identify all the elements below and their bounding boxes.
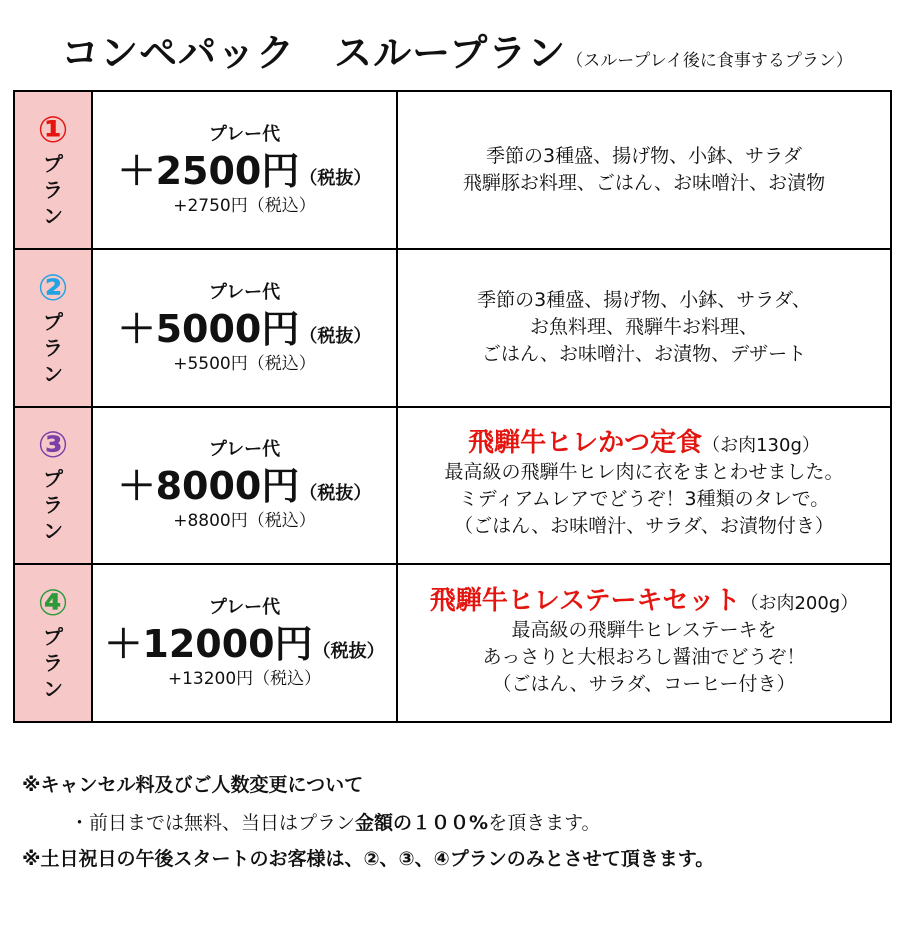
plan-label-cell: [14, 564, 92, 722]
cancel-body-bold: 金額の１００%: [355, 812, 489, 834]
menu-line: 最高級の飛騨牛ヒレステーキを: [511, 619, 777, 642]
menu-line: ごはん、お味噌汁、お漬物、デザート: [481, 343, 807, 366]
plan-label: [15, 466, 91, 544]
plan-label-char: ラ: [43, 177, 63, 202]
price-ex-line: [93, 463, 396, 509]
menu-cell: [397, 407, 891, 565]
price-ex-line: [93, 621, 396, 667]
menu-weight: （お肉200g）: [740, 593, 859, 615]
plan-label-cell: [14, 91, 92, 249]
menu-cell: [397, 564, 891, 722]
plan-label-char: ラ: [43, 493, 63, 518]
plan-label-char: プ: [43, 151, 63, 176]
price-in: +2750円（税込）: [173, 195, 316, 216]
price-in: +13200円（税込）: [167, 669, 322, 690]
plan-label-char: ン: [43, 677, 63, 702]
plan-label-char: ン: [43, 361, 63, 386]
plan-label: [15, 151, 91, 229]
menu-weight: （お肉130g）: [702, 435, 820, 457]
tax-ex-label: （税抜）: [299, 325, 372, 347]
title-main: コンペパック スループラン: [61, 31, 567, 75]
menu-line: あっさりと大根おろし醤油でどうぞ！: [482, 646, 806, 669]
tax-ex-label: （税抜）: [299, 167, 372, 189]
price-in: +8800円（税込）: [173, 511, 316, 532]
tax-ex-label: （税抜）: [299, 483, 372, 505]
plan-number: ③: [37, 425, 69, 467]
menu-line: （ごはん、サラダ、コーヒー付き）: [492, 673, 796, 696]
price-cell: [92, 249, 397, 407]
plan-label: [15, 309, 91, 387]
menu-line: 飛騨豚お料理、ごはん、お味噌汁、お漬物: [462, 171, 826, 194]
title-subtitle: （スループレイ後に食事するプラン）: [566, 51, 853, 71]
price-ex: ＋8000円: [117, 464, 300, 509]
weekend-note: ※土日祝日の午後スタートのお客様は、②、③、④プランのみとさせて頂きます。: [22, 848, 715, 870]
fee-label: プレー代: [208, 439, 281, 461]
menu-line: 季節の3種盛、揚げ物、小鉢、サラダ: [486, 144, 802, 167]
cancel-body: [22, 808, 714, 838]
notes-section: [22, 770, 714, 874]
menu-line: ミディアムレアでどうぞ！3種類のタレで。: [458, 488, 830, 511]
plan-label-char: ラ: [43, 651, 63, 676]
plan-label-char: ン: [43, 519, 63, 544]
fee-label: プレー代: [208, 123, 281, 145]
menu-cell: [397, 91, 891, 249]
menu-cell: [397, 249, 891, 407]
cancel-body-suffix: を頂きます。: [488, 812, 601, 834]
plan-label-char: プ: [43, 309, 63, 334]
plan-number: ②: [37, 267, 69, 309]
fee-label: プレー代: [208, 281, 281, 303]
menu-line: お魚料理、飛騨牛お料理、: [529, 316, 758, 339]
price-ex-line: [93, 148, 396, 194]
price-cell: [92, 564, 397, 722]
fee-label: プレー代: [208, 597, 281, 619]
cancel-body-prefix: ・前日までは無料、当日はプラン: [70, 812, 356, 834]
price-ex: ＋12000円: [104, 622, 313, 667]
menu-line: 季節の3種盛、揚げ物、小鉢、サラダ、: [477, 289, 811, 312]
menu-line: 最高級の飛騨牛ヒレ肉に衣をまとわせました。: [444, 461, 844, 484]
plan-row: [14, 407, 891, 565]
menu-line: （ごはん、お味噌汁、サラダ、お漬物付き）: [454, 515, 834, 538]
price-cell: [92, 91, 397, 249]
plan-row: [14, 91, 891, 249]
plan-label-cell: [14, 249, 92, 407]
plan-label-char: プ: [43, 625, 63, 650]
price-cell: [92, 407, 397, 565]
cancel-heading: ※キャンセル料及びご人数変更について: [22, 774, 364, 796]
page-title: [0, 22, 914, 77]
price-ex: ＋2500円: [117, 148, 300, 193]
plan-label: [15, 624, 91, 702]
price-ex: ＋5000円: [117, 306, 300, 351]
price-ex-line: [93, 306, 396, 352]
plan-number: ①: [37, 109, 69, 151]
menu-title: 飛騨牛ヒレステーキセット: [429, 586, 741, 617]
menu-title-line: [398, 430, 890, 459]
price-in: +5500円（税込）: [173, 353, 316, 374]
plan-row: [14, 249, 891, 407]
plan-label-char: ラ: [43, 335, 63, 360]
plan-label-char: プ: [43, 467, 63, 492]
plan-label-cell: [14, 407, 92, 565]
menu-title-line: [398, 588, 890, 617]
tax-ex-label: （税抜）: [312, 641, 385, 663]
plan-label-char: ン: [43, 203, 63, 228]
plan-row: [14, 564, 891, 722]
menu-title: 飛騨牛ヒレかつ定食: [468, 428, 703, 459]
plan-table: [13, 90, 892, 723]
plan-number: ④: [37, 583, 69, 625]
